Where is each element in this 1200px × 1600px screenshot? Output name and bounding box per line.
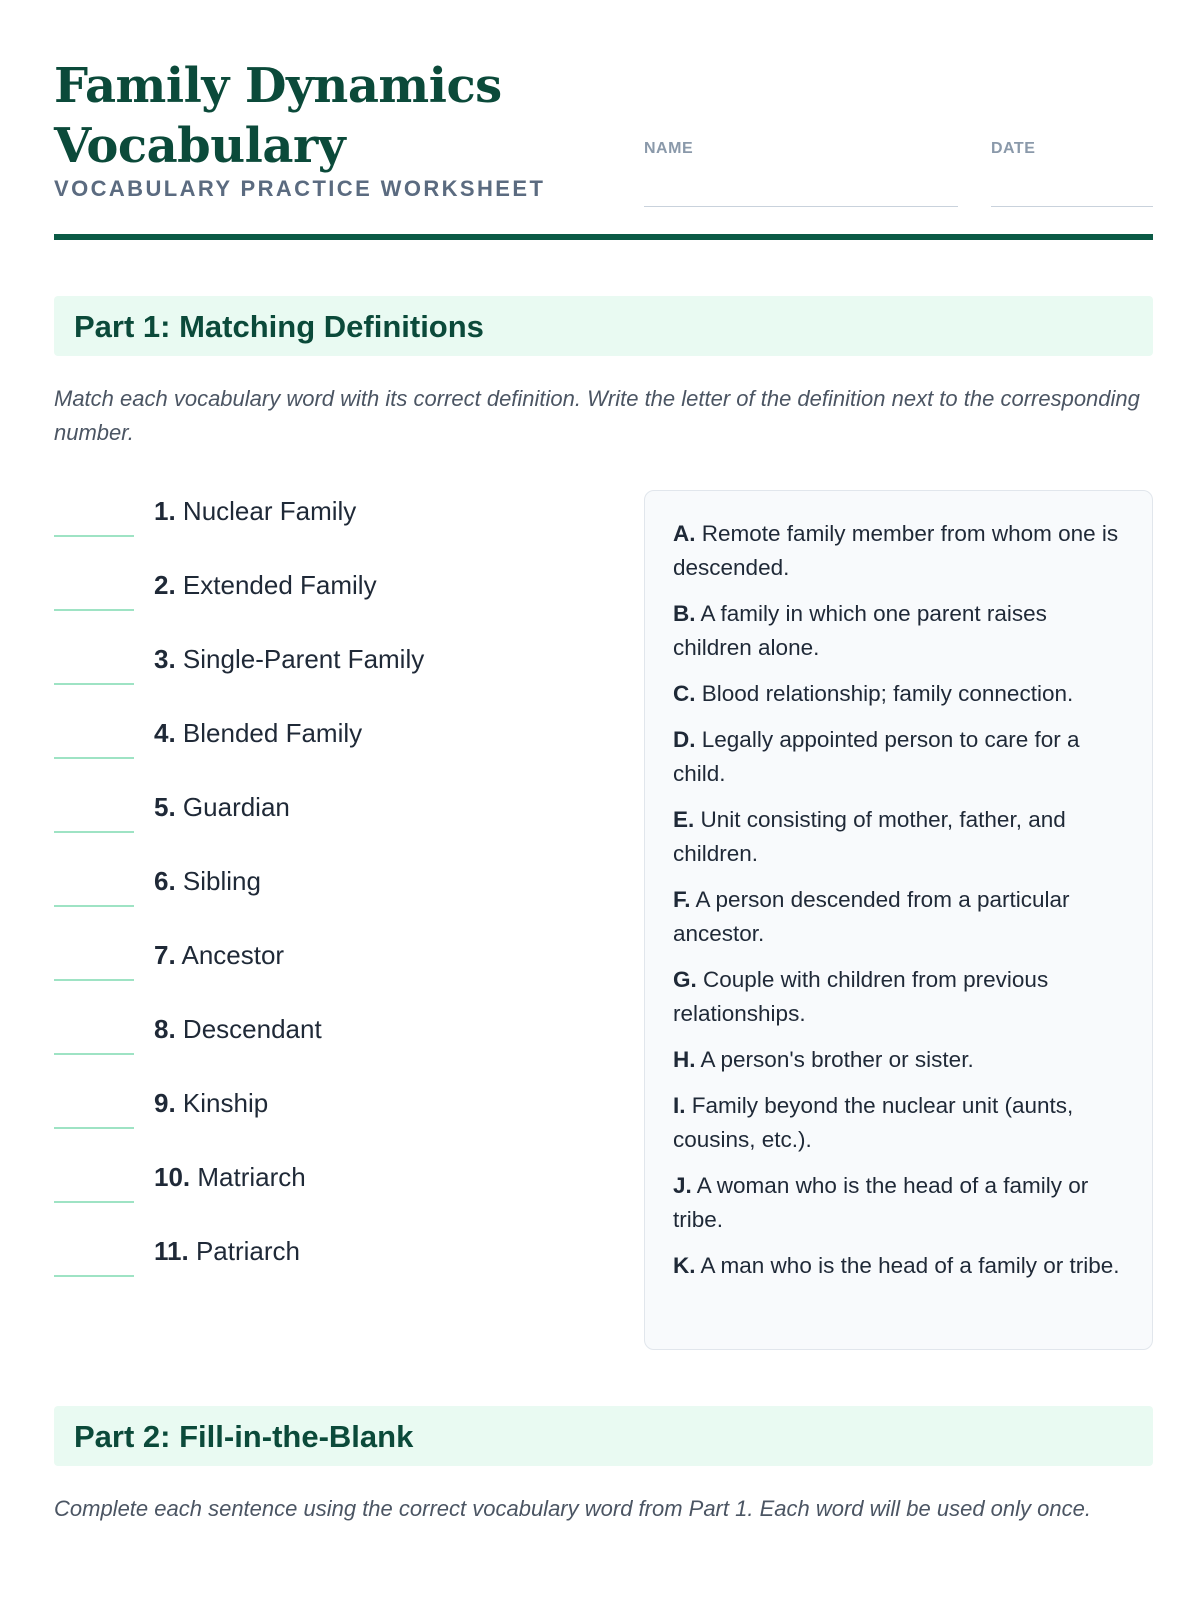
definition-letter: A. <box>673 521 696 546</box>
term-text <box>154 1014 322 1045</box>
term-text <box>154 792 290 823</box>
definition-text: Legally appointed person to care for a child. <box>673 727 1080 786</box>
definition-item <box>673 1249 1128 1283</box>
definition-letter: C. <box>673 681 696 706</box>
definition-text: Family beyond the nuclear unit (aunts, cousins, etc.). <box>673 1093 1074 1152</box>
term-word: Matriarch <box>197 1162 306 1192</box>
term-number: 9. <box>154 1088 176 1118</box>
term-word: Nuclear Family <box>182 496 357 526</box>
definition-item <box>673 1089 1128 1157</box>
term-text <box>154 1162 306 1193</box>
term-number: 11. <box>154 1236 189 1266</box>
name-field[interactable] <box>644 206 958 207</box>
term-text <box>154 496 356 527</box>
term-row <box>54 1236 614 1310</box>
definition-item <box>673 597 1128 665</box>
answer-blank[interactable] <box>54 979 134 981</box>
definition-text: Couple with children from previous relationships. <box>673 967 1049 1026</box>
definition-text: A woman who is the head of a family or tribe. <box>673 1173 1089 1232</box>
term-row <box>54 496 614 570</box>
definition-letter: D. <box>673 727 696 752</box>
term-number: 8. <box>154 1014 176 1044</box>
definition-text: Blood relationship; family connection. <box>701 681 1074 706</box>
term-number: 7. <box>154 940 176 970</box>
term-text <box>154 1236 300 1267</box>
term-text <box>154 644 424 675</box>
answer-blank[interactable] <box>54 1275 134 1277</box>
definition-item <box>673 517 1128 585</box>
definition-item <box>673 963 1128 1031</box>
part1-title: Part 1: Matching Definitions <box>74 309 484 344</box>
date-field[interactable] <box>991 206 1153 207</box>
definition-letter: K. <box>673 1253 696 1278</box>
part2-title: Part 2: Fill-in-the-Blank <box>74 1419 414 1454</box>
term-text <box>154 1088 268 1119</box>
definition-text: A person's brother or sister. <box>700 1047 974 1072</box>
part1-header <box>54 296 1153 356</box>
page-subtitle: VOCABULARY PRACTICE WORKSHEET <box>54 176 546 201</box>
definition-item <box>673 803 1128 871</box>
term-word: Extended Family <box>182 570 377 600</box>
term-word: Guardian <box>182 792 290 822</box>
definition-text: Remote family member from whom one is descended. <box>673 521 1119 580</box>
term-word: Sibling <box>182 866 261 896</box>
term-row <box>54 1162 614 1236</box>
definition-item <box>673 677 1128 711</box>
term-word: Ancestor <box>181 940 285 970</box>
term-word: Blended Family <box>182 718 363 748</box>
definition-letter: F. <box>673 887 691 912</box>
answer-blank[interactable] <box>54 1053 134 1055</box>
term-text <box>154 940 284 971</box>
term-row <box>54 644 614 718</box>
answer-blank[interactable] <box>54 535 134 537</box>
definition-text: A man who is the head of a family or tribe. <box>700 1253 1120 1278</box>
definition-item <box>673 883 1128 951</box>
definition-letter: G. <box>673 967 697 992</box>
term-text <box>154 570 377 601</box>
term-list <box>54 496 614 1310</box>
answer-blank[interactable] <box>54 757 134 759</box>
term-number: 1. <box>154 496 176 526</box>
definition-text: A person descended from a particular ancestor. <box>673 887 1070 946</box>
term-word: Kinship <box>182 1088 269 1118</box>
term-number: 6. <box>154 866 176 896</box>
definitions-box <box>644 490 1153 1350</box>
page-title: Family Dynamics Vocabulary <box>54 58 502 174</box>
term-row <box>54 1088 614 1162</box>
term-word: Patriarch <box>195 1236 300 1266</box>
term-row <box>54 866 614 940</box>
term-row <box>54 570 614 644</box>
header-divider <box>54 234 1153 240</box>
term-text <box>154 866 261 897</box>
answer-blank[interactable] <box>54 905 134 907</box>
definition-letter: B. <box>673 601 696 626</box>
answer-blank[interactable] <box>54 609 134 611</box>
definition-item <box>673 1043 1128 1077</box>
definition-letter: J. <box>673 1173 692 1198</box>
definition-letter: I. <box>673 1093 686 1118</box>
definition-letter: H. <box>673 1047 696 1072</box>
term-row <box>54 1014 614 1088</box>
part2-header <box>54 1406 1153 1466</box>
term-row <box>54 940 614 1014</box>
answer-blank[interactable] <box>54 1127 134 1129</box>
part2-instructions: Complete each sentence using the correct vocabulary word from Part 1. Each word will be used only once. <box>54 1496 1091 1521</box>
definition-text: Unit consisting of mother, father, and children. <box>673 807 1066 866</box>
term-number: 10. <box>154 1162 191 1192</box>
answer-blank[interactable] <box>54 831 134 833</box>
definition-item <box>673 1169 1128 1237</box>
term-number: 3. <box>154 644 176 674</box>
term-word: Single-Parent Family <box>182 644 425 674</box>
answer-blank[interactable] <box>54 683 134 685</box>
term-number: 5. <box>154 792 176 822</box>
definition-letter: E. <box>673 807 695 832</box>
term-word: Descendant <box>182 1014 322 1044</box>
answer-blank[interactable] <box>54 1201 134 1203</box>
definition-text: A family in which one parent raises children alone. <box>673 601 1047 660</box>
term-row <box>54 718 614 792</box>
term-text <box>154 718 362 749</box>
term-number: 4. <box>154 718 176 748</box>
term-number: 2. <box>154 570 176 600</box>
date-label: DATE <box>991 140 1036 157</box>
worksheet-header <box>54 56 1153 246</box>
part1-instructions: Match each vocabulary word with its correct definition. Write the letter of the definition next to the corresponding number. <box>54 386 1140 445</box>
term-row <box>54 792 614 866</box>
definition-item <box>673 723 1128 791</box>
name-label: NAME <box>644 140 694 157</box>
